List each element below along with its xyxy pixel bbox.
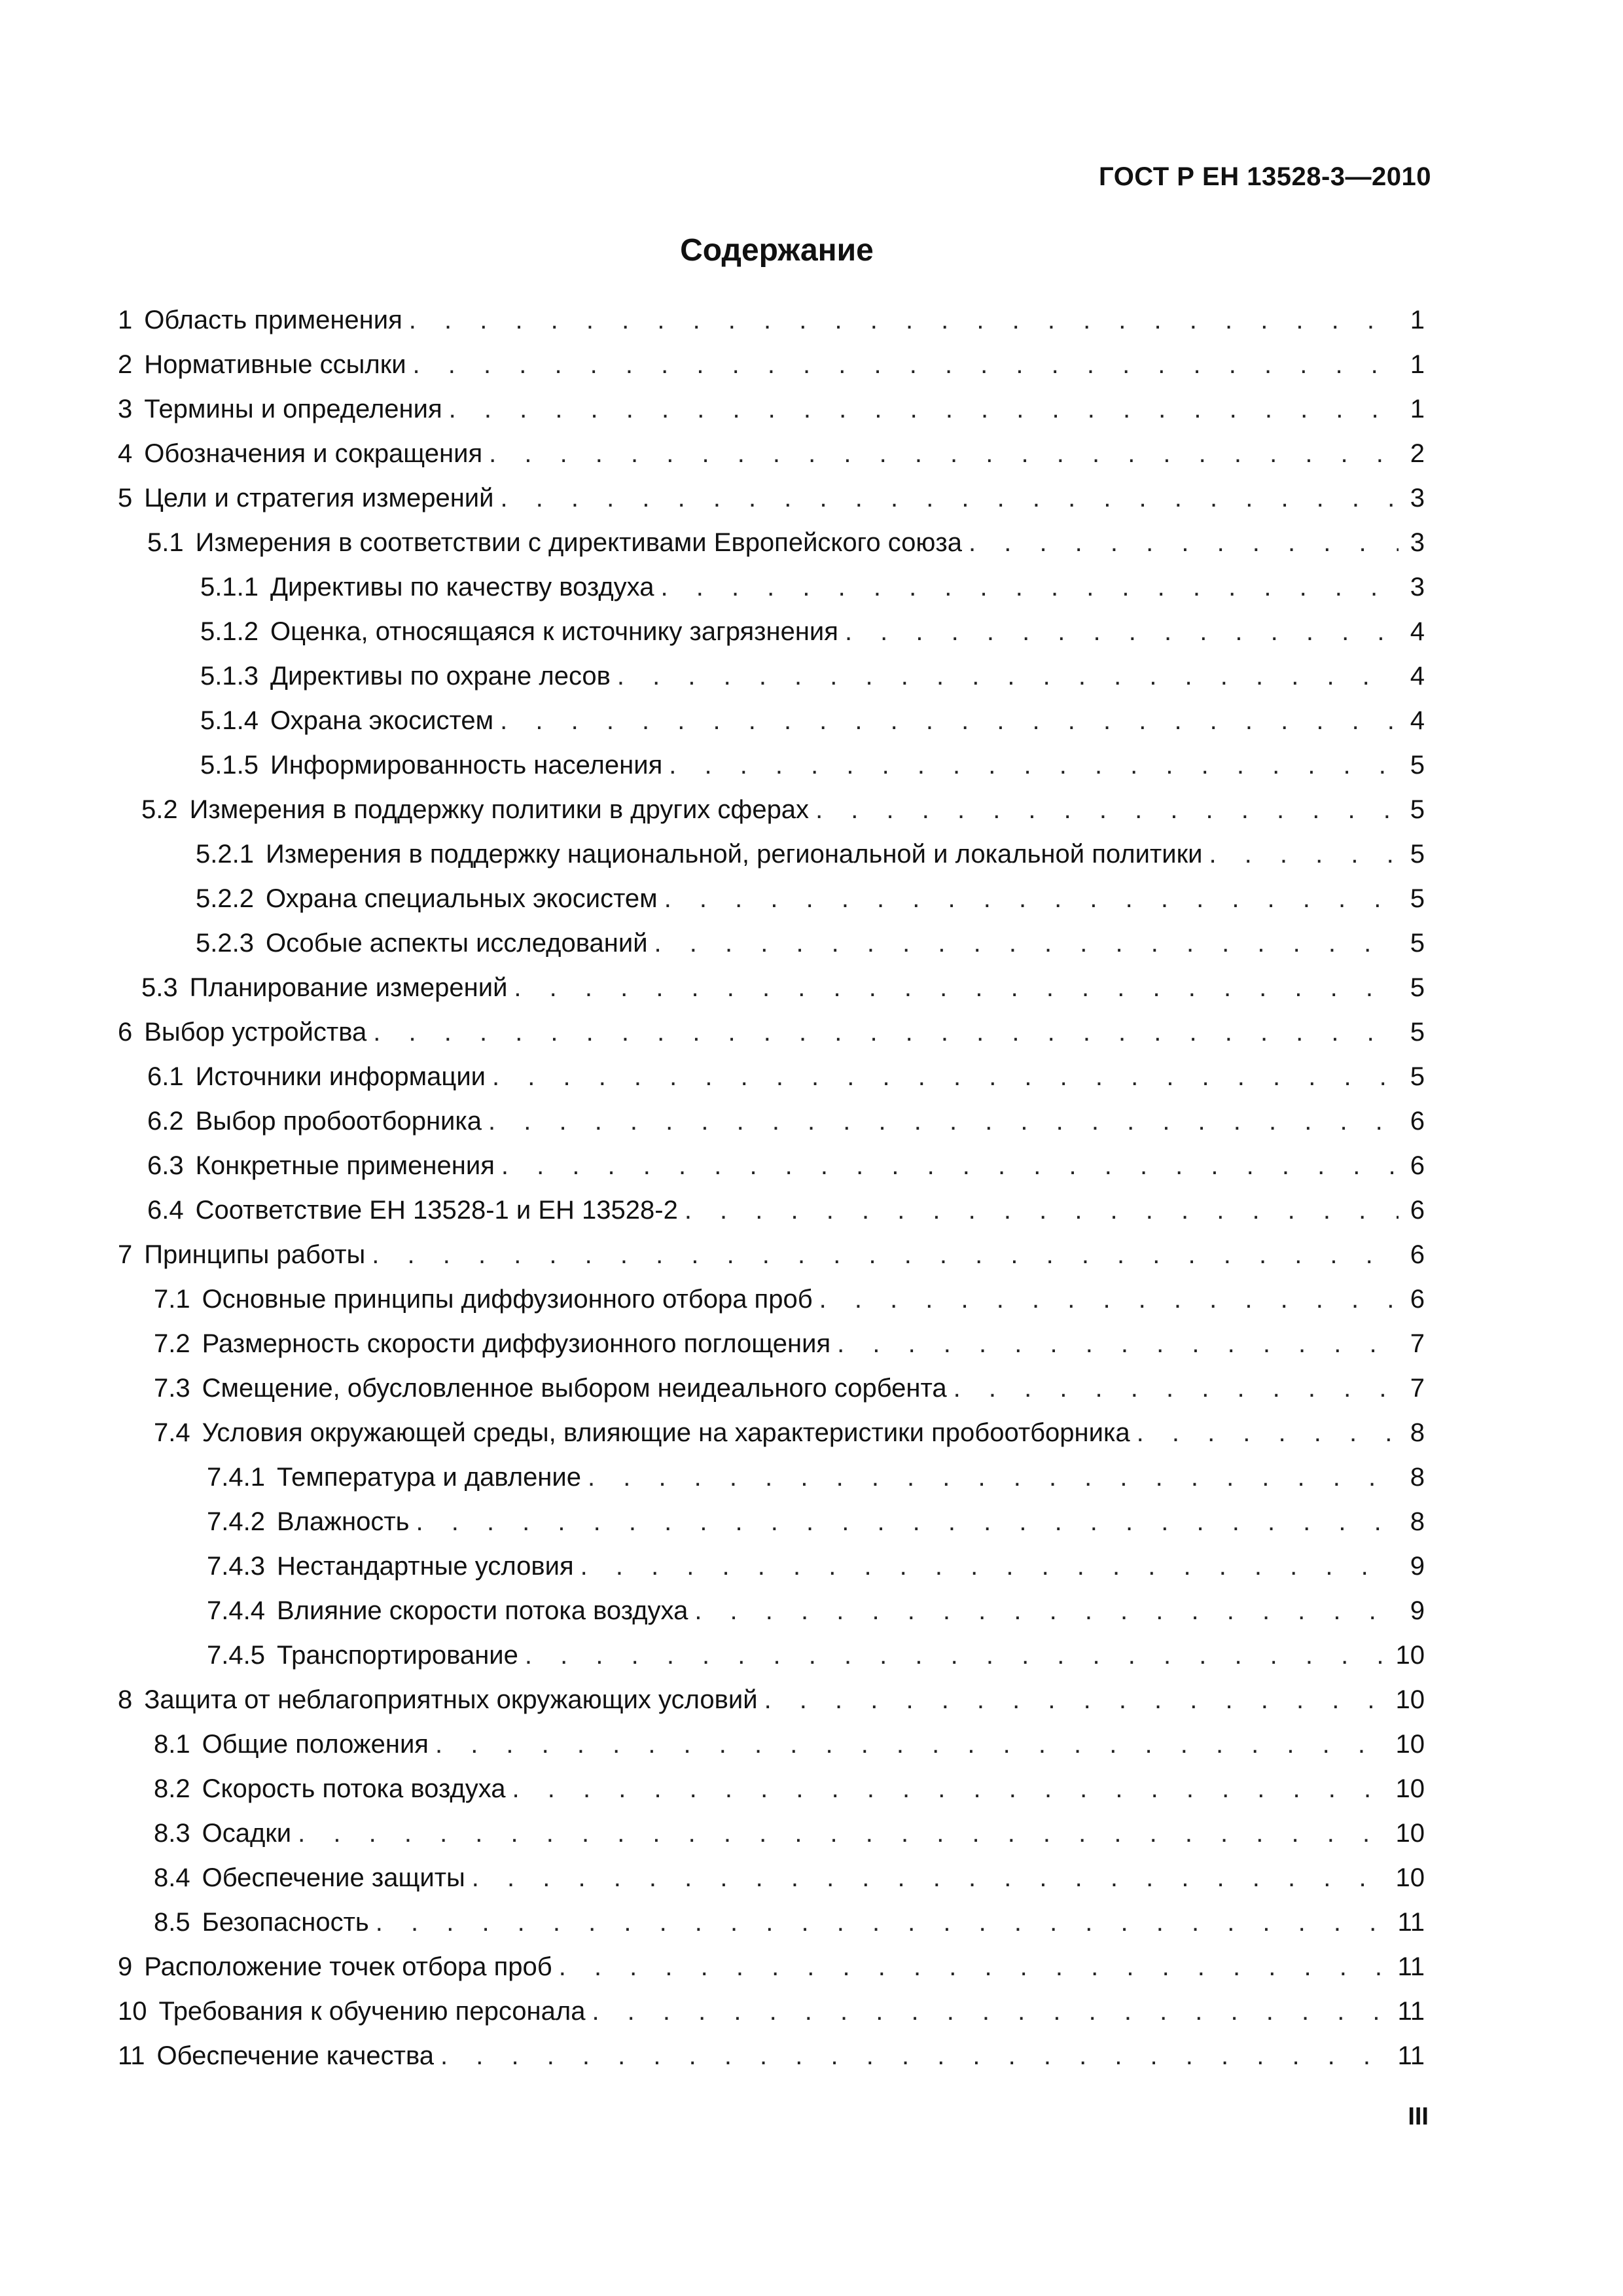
page-number: III bbox=[1408, 2103, 1429, 2130]
toc-entry-label: Смещение, обусловленное выбором неидеального сорбента bbox=[202, 1373, 947, 1403]
toc-entry-7[interactable] bbox=[118, 1232, 1425, 1277]
dot-leader bbox=[501, 1151, 1399, 1181]
dot-leader bbox=[592, 1997, 1389, 2026]
toc-entry-number: 5.1.1 bbox=[200, 572, 259, 601]
dot-leader bbox=[845, 617, 1399, 647]
toc-entry-page: 6 bbox=[1410, 1240, 1425, 1269]
toc-entry-number: 7.4 bbox=[154, 1418, 190, 1447]
toc-entry-number: 7.2 bbox=[154, 1329, 190, 1358]
toc-entry-page: 7 bbox=[1410, 1373, 1425, 1403]
dot-leader bbox=[764, 1685, 1388, 1715]
toc-entry-5-1-4[interactable] bbox=[118, 698, 1425, 743]
toc-entry-label: Защита от неблагоприятных окружающих условий bbox=[144, 1685, 758, 1714]
toc-entry-number: 7.1 bbox=[154, 1284, 190, 1314]
toc-entry-5-2-3[interactable] bbox=[118, 921, 1425, 965]
toc-entry-number: 5.2 bbox=[141, 795, 178, 824]
toc-entry-9[interactable] bbox=[118, 1945, 1425, 1989]
dot-leader bbox=[440, 2041, 1389, 2071]
toc-entry-label: Общие положения bbox=[202, 1729, 429, 1759]
toc-entry-label: Особые аспекты исследований bbox=[265, 928, 648, 958]
toc-entry-number: 5.2.2 bbox=[196, 884, 254, 913]
toc-entry-label: Нестандартные условия bbox=[276, 1551, 574, 1581]
toc-entry-2[interactable] bbox=[118, 342, 1425, 387]
toc-entry-page: 11 bbox=[1397, 1996, 1425, 2026]
toc-entry-label: Принципы работы bbox=[144, 1240, 366, 1269]
toc-entry-label: Информированность населения bbox=[270, 750, 663, 780]
toc-entry-page: 9 bbox=[1410, 1551, 1425, 1581]
toc-entry-label: Безопасность bbox=[202, 1907, 369, 1937]
dot-leader bbox=[694, 1596, 1399, 1626]
toc-entry-page: 5 bbox=[1410, 1017, 1425, 1047]
toc-entry-number: 8.5 bbox=[154, 1907, 190, 1937]
toc-entry-label: Оценка, относящаяся к источнику загрязнения bbox=[270, 617, 838, 646]
toc-entry-5-1-3[interactable] bbox=[118, 654, 1425, 698]
toc-entry-page: 10 bbox=[1395, 1729, 1425, 1759]
toc-entry-page: 10 bbox=[1395, 1640, 1425, 1670]
dot-leader bbox=[500, 706, 1399, 736]
toc-entry-number: 6.2 bbox=[147, 1106, 184, 1136]
toc-entry-label: Измерения в соответствии с директивами Европейского союза bbox=[195, 528, 962, 557]
toc-entry-page: 10 bbox=[1395, 1774, 1425, 1803]
toc-entry-page: 5 bbox=[1410, 839, 1425, 869]
toc-entry-10[interactable] bbox=[118, 1989, 1425, 2034]
toc-entry-number: 5 bbox=[118, 483, 133, 512]
dot-leader bbox=[525, 1641, 1388, 1670]
toc-entry-number: 11 bbox=[118, 2041, 145, 2070]
toc-entry-page: 10 bbox=[1395, 1685, 1425, 1714]
toc-entry-label: Нормативные ссылки bbox=[144, 350, 406, 379]
toc-entry-page: 6 bbox=[1410, 1151, 1425, 1180]
toc-entry-label: Требования к обучению персонала bbox=[158, 1996, 586, 2026]
toc-entry-page: 4 bbox=[1410, 617, 1425, 646]
toc-entry-label: Охрана экосистем bbox=[270, 706, 494, 735]
toc-entry-number: 5.2.1 bbox=[196, 839, 254, 869]
toc-entry-number: 5.2.3 bbox=[196, 928, 254, 958]
toc-entry-8-4[interactable] bbox=[118, 1856, 1425, 1900]
toc-entry-number: 1 bbox=[118, 305, 133, 334]
dot-leader bbox=[669, 751, 1399, 780]
toc-entry-6-3[interactable] bbox=[118, 1143, 1425, 1188]
dot-leader bbox=[435, 1730, 1388, 1759]
dot-leader bbox=[409, 306, 1399, 335]
toc-entry-label: Транспортирование bbox=[276, 1640, 518, 1670]
toc-entry-label: Директивы по охране лесов bbox=[270, 661, 611, 691]
toc-entry-label: Размерность скорости диффузионного поглощения bbox=[202, 1329, 831, 1358]
toc-entry-page: 8 bbox=[1410, 1418, 1425, 1447]
toc-entry-number: 10 bbox=[118, 1996, 147, 2026]
toc-entry-number: 5.1.5 bbox=[200, 750, 259, 780]
dot-leader bbox=[373, 1018, 1399, 1047]
toc-entry-label: Источники информации bbox=[195, 1062, 486, 1091]
dot-leader bbox=[617, 662, 1399, 691]
toc-entry-number: 7.4.5 bbox=[207, 1640, 265, 1670]
toc-entry-page: 3 bbox=[1410, 528, 1425, 557]
toc-entry-page: 11 bbox=[1397, 1907, 1425, 1937]
toc-entry-7-4-2[interactable] bbox=[118, 1499, 1425, 1544]
toc-entry-page: 10 bbox=[1395, 1863, 1425, 1892]
toc-entry-page: 5 bbox=[1410, 973, 1425, 1002]
toc-entry-6-4[interactable] bbox=[118, 1188, 1425, 1232]
toc-entry-label: Осадки bbox=[202, 1818, 292, 1848]
toc-entry-7-4[interactable] bbox=[118, 1410, 1425, 1455]
toc-entry-8-3[interactable] bbox=[118, 1811, 1425, 1856]
toc-entry-page: 8 bbox=[1410, 1462, 1425, 1492]
toc-entry-number: 9 bbox=[118, 1952, 133, 1981]
toc-entry-8-1[interactable] bbox=[118, 1722, 1425, 1767]
toc-entry-label: Термины и определения bbox=[144, 394, 442, 423]
toc-entry-8-5[interactable] bbox=[118, 1900, 1425, 1945]
document-code: ГОСТ Р ЕН 13528-3—2010 bbox=[1099, 162, 1431, 191]
dot-leader bbox=[837, 1329, 1399, 1359]
toc-entry-page: 11 bbox=[1397, 2041, 1425, 2070]
toc-entry-label: Температура и давление bbox=[276, 1462, 581, 1492]
toc-entry-label: Цели и стратегия измерений bbox=[144, 483, 494, 512]
toc-entry-5-1[interactable] bbox=[118, 520, 1425, 565]
dot-leader bbox=[815, 795, 1399, 825]
toc-entry-6-1[interactable] bbox=[118, 1054, 1425, 1099]
toc-entry-1[interactable] bbox=[118, 298, 1425, 342]
dot-leader bbox=[413, 350, 1399, 380]
toc-entry-5-3[interactable] bbox=[118, 965, 1425, 1010]
toc-entry-page: 10 bbox=[1395, 1818, 1425, 1848]
toc-entry-page: 5 bbox=[1410, 884, 1425, 913]
toc-entry-page: 1 bbox=[1410, 394, 1425, 423]
toc-entry-number: 5.1.2 bbox=[200, 617, 259, 646]
toc-entry-7-4-4[interactable] bbox=[118, 1588, 1425, 1633]
toc-entry-number: 4 bbox=[118, 439, 133, 468]
toc-entry-page: 2 bbox=[1410, 439, 1425, 468]
toc-entry-7-4-3[interactable] bbox=[118, 1544, 1425, 1588]
table-of-contents bbox=[118, 298, 1425, 2078]
toc-entry-page: 3 bbox=[1410, 572, 1425, 601]
toc-entry-5[interactable] bbox=[118, 476, 1425, 520]
toc-entry-label: Область применения bbox=[144, 305, 402, 334]
toc-entry-5-1-1[interactable] bbox=[118, 565, 1425, 609]
dot-leader bbox=[298, 1819, 1387, 1848]
toc-entry-number: 7.4.2 bbox=[207, 1507, 265, 1536]
toc-entry-page: 11 bbox=[1397, 1952, 1425, 1981]
dot-leader bbox=[488, 1107, 1399, 1136]
dot-leader bbox=[664, 884, 1399, 914]
toc-entry-7-2[interactable] bbox=[118, 1321, 1425, 1366]
toc-entry-page: 3 bbox=[1410, 483, 1425, 512]
toc-entry-page: 1 bbox=[1410, 350, 1425, 379]
toc-entry-label: Выбор устройства bbox=[144, 1017, 367, 1047]
toc-entry-label: Обеспечение качества bbox=[156, 2041, 435, 2070]
toc-entry-label: Охрана специальных экосистем bbox=[265, 884, 658, 913]
dot-leader bbox=[500, 484, 1399, 513]
dot-leader bbox=[449, 395, 1399, 424]
toc-entry-7-4-5[interactable] bbox=[118, 1633, 1425, 1677]
toc-entry-page: 4 bbox=[1410, 661, 1425, 691]
toc-entry-number: 7.4.4 bbox=[207, 1596, 265, 1625]
dot-leader bbox=[376, 1908, 1390, 1937]
toc-entry-11[interactable] bbox=[118, 2034, 1425, 2078]
toc-entry-label: Условия окружающей среды, влияющие на характеристики пробоотборника bbox=[202, 1418, 1130, 1447]
toc-entry-6[interactable] bbox=[118, 1010, 1425, 1054]
toc-entry-7-4-1[interactable] bbox=[118, 1455, 1425, 1499]
toc-entry-label: Влажность bbox=[276, 1507, 410, 1536]
toc-entry-label: Измерения в поддержку политики в других сферах bbox=[189, 795, 810, 824]
toc-entry-page: 8 bbox=[1410, 1507, 1425, 1536]
dot-leader bbox=[472, 1863, 1388, 1893]
dot-leader bbox=[588, 1463, 1399, 1492]
toc-entry-label: Директивы по качеству воздуха bbox=[270, 572, 654, 601]
toc-entry-number: 5.1.4 bbox=[200, 706, 259, 735]
dot-leader bbox=[685, 1196, 1399, 1225]
toc-entry-5-2-1[interactable] bbox=[118, 832, 1425, 876]
toc-entry-number: 5.1.3 bbox=[200, 661, 259, 691]
toc-entry-number: 8.1 bbox=[154, 1729, 190, 1759]
toc-entry-number: 5.1 bbox=[147, 528, 184, 557]
toc-entry-8[interactable] bbox=[118, 1677, 1425, 1722]
toc-entry-number: 2 bbox=[118, 350, 133, 379]
toc-entry-label: Соответствие ЕН 13528-1 и ЕН 13528-2 bbox=[195, 1195, 678, 1225]
dot-leader bbox=[1137, 1418, 1399, 1448]
toc-entry-5-2-2[interactable] bbox=[118, 876, 1425, 921]
dot-leader bbox=[580, 1552, 1399, 1581]
dot-leader bbox=[969, 528, 1399, 558]
toc-entry-label: Расположение точек отбора проб bbox=[144, 1952, 552, 1981]
toc-entry-page: 5 bbox=[1410, 795, 1425, 824]
toc-entry-number: 7.4.3 bbox=[207, 1551, 265, 1581]
toc-entry-label: Конкретные применения bbox=[195, 1151, 495, 1180]
toc-entry-label: Скорость потока воздуха bbox=[202, 1774, 506, 1803]
toc-entry-number: 6.3 bbox=[147, 1151, 184, 1180]
toc-entry-number: 8 bbox=[118, 1685, 133, 1714]
toc-entry-number: 7 bbox=[118, 1240, 133, 1269]
toc-entry-number: 6 bbox=[118, 1017, 133, 1047]
dot-leader bbox=[559, 1952, 1390, 1982]
toc-entry-5-2[interactable] bbox=[118, 787, 1425, 832]
toc-entry-page: 9 bbox=[1410, 1596, 1425, 1625]
toc-entry-label: Выбор пробоотборника bbox=[195, 1106, 482, 1136]
toc-entry-label: Планирование измерений bbox=[189, 973, 508, 1002]
toc-entry-page: 6 bbox=[1410, 1106, 1425, 1136]
dot-leader bbox=[514, 973, 1399, 1003]
toc-entry-5-1-5[interactable] bbox=[118, 743, 1425, 787]
toc-entry-5-1-2[interactable] bbox=[118, 609, 1425, 654]
toc-entry-label: Основные принципы диффузионного отбора проб bbox=[202, 1284, 813, 1314]
toc-entry-number: 5.3 bbox=[141, 973, 178, 1002]
dot-leader bbox=[660, 573, 1399, 602]
toc-entry-page: 5 bbox=[1410, 1062, 1425, 1091]
toc-entry-7-3[interactable] bbox=[118, 1366, 1425, 1410]
toc-entry-3[interactable] bbox=[118, 387, 1425, 431]
dot-leader bbox=[1209, 840, 1399, 869]
toc-entry-page: 5 bbox=[1410, 928, 1425, 958]
toc-entry-number: 7.4.1 bbox=[207, 1462, 265, 1492]
dot-leader bbox=[512, 1774, 1388, 1804]
toc-entry-number: 6.4 bbox=[147, 1195, 184, 1225]
toc-entry-6-2[interactable] bbox=[118, 1099, 1425, 1143]
toc-entry-4[interactable] bbox=[118, 431, 1425, 476]
toc-entry-number: 8.3 bbox=[154, 1818, 190, 1848]
toc-entry-label: Обозначения и сокращения bbox=[144, 439, 483, 468]
toc-entry-number: 7.3 bbox=[154, 1373, 190, 1403]
dot-leader bbox=[416, 1507, 1399, 1537]
toc-entry-page: 5 bbox=[1410, 750, 1425, 780]
toc-entry-page: 6 bbox=[1410, 1195, 1425, 1225]
dot-leader bbox=[654, 929, 1399, 958]
dot-leader bbox=[954, 1374, 1399, 1403]
dot-leader bbox=[489, 439, 1399, 469]
toc-entry-page: 1 bbox=[1410, 305, 1425, 334]
dot-leader bbox=[492, 1062, 1399, 1092]
toc-entry-page: 7 bbox=[1410, 1329, 1425, 1358]
toc-entry-label: Обеспечение защиты bbox=[202, 1863, 465, 1892]
toc-entry-number: 8.2 bbox=[154, 1774, 190, 1803]
toc-entry-number: 3 bbox=[118, 394, 133, 423]
dot-leader bbox=[372, 1240, 1399, 1270]
toc-title: Содержание bbox=[680, 233, 874, 268]
toc-entry-8-2[interactable] bbox=[118, 1767, 1425, 1811]
dot-leader bbox=[819, 1285, 1399, 1314]
toc-entry-number: 8.4 bbox=[154, 1863, 190, 1892]
toc-entry-7-1[interactable] bbox=[118, 1277, 1425, 1321]
toc-entry-label: Измерения в поддержку национальной, региональной и локальной политики bbox=[265, 839, 1203, 869]
toc-entry-page: 4 bbox=[1410, 706, 1425, 735]
toc-entry-label: Влияние скорости потока воздуха bbox=[276, 1596, 688, 1625]
toc-entry-number: 6.1 bbox=[147, 1062, 184, 1091]
toc-entry-page: 6 bbox=[1410, 1284, 1425, 1314]
